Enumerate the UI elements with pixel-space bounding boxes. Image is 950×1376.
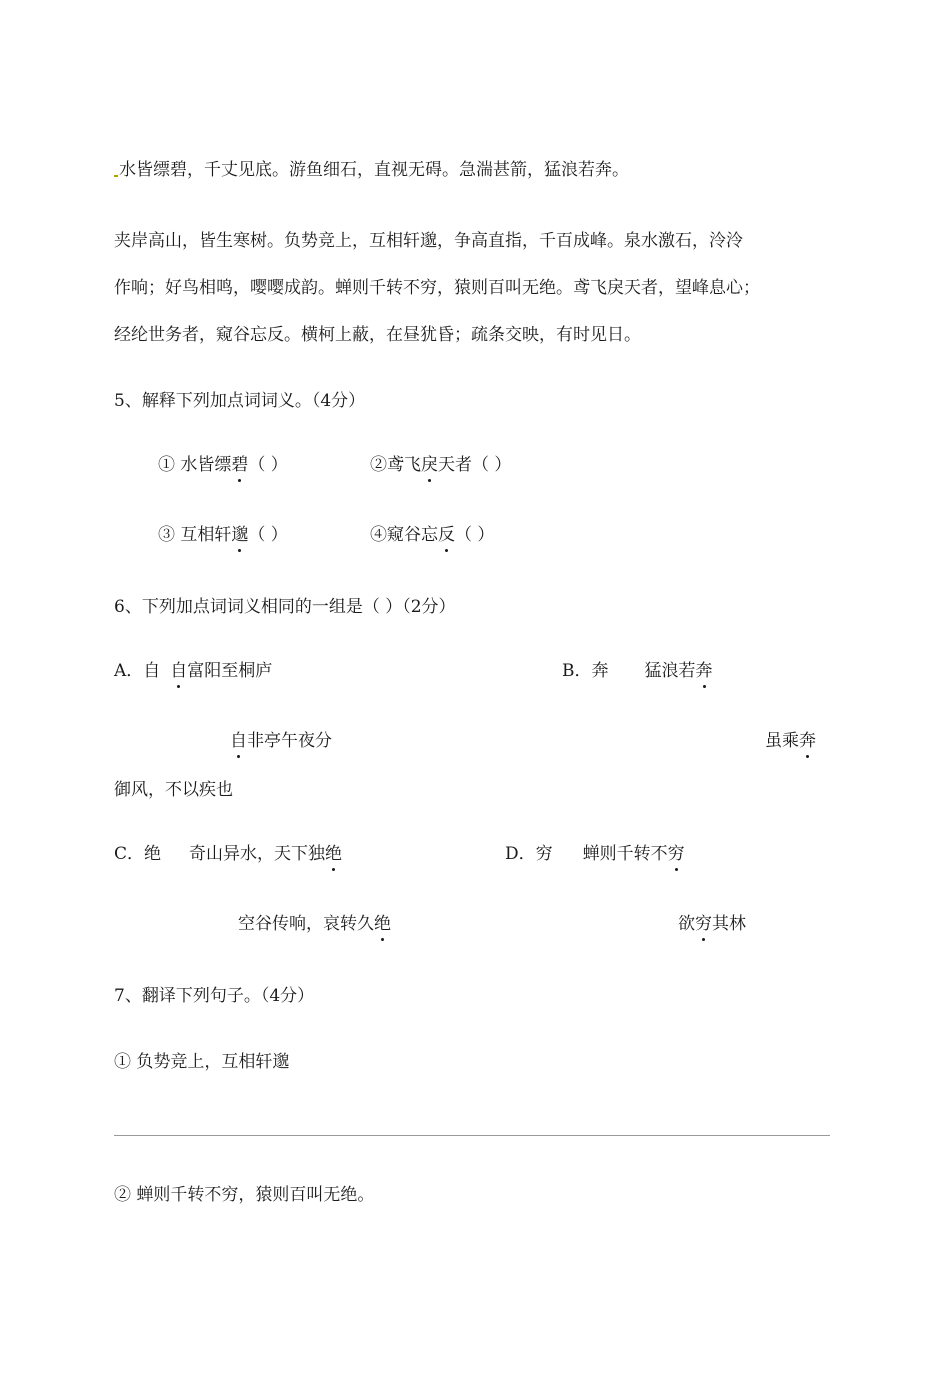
dotted-char: 绝 <box>325 844 343 864</box>
q6-option-b-2-cont: 御风，不以疾也 <box>114 780 233 800</box>
dotted-char: 戾 <box>421 455 438 475</box>
passage-line-1: 水皆缥碧，千丈见底。游鱼细石，直视无碍。急湍甚箭，猛浪若奔。 <box>119 160 629 180</box>
q6-option-a: A．自 自富阳至桐庐 <box>114 661 273 681</box>
dotted-char: 自 <box>230 731 247 751</box>
passage-line-4: 经纶世务者，窥谷忘反。横柯上蔽，在昼犹昏；疏条交映，有时见日。 <box>114 325 641 345</box>
passage-line-3: 作响；好鸟相鸣，嘤嘤成韵。蝉则千转不穷，猿则百叫无绝。鸢飞戾天者，望峰息心； <box>114 278 760 298</box>
q6-option-b: B．奔 猛浪若奔 <box>562 661 713 681</box>
q6-option-d-2: 欲穷其林 <box>678 914 746 934</box>
q5-item-4: ④窥谷忘反（ ） <box>370 525 495 545</box>
q5-item-1: ① 水皆缥碧（ ） <box>158 455 288 475</box>
q6-option-b-2: 虽乘奔 <box>765 731 816 751</box>
q5-item-2: ②鸢飞戾天者（ ） <box>370 455 512 475</box>
q6-option-a-2: 自非亭午夜分 <box>230 731 332 751</box>
answer-blank: （ ） <box>472 455 512 475</box>
answer-blank: （ ） <box>248 455 288 475</box>
q5-item-3: ③ 互相轩邈（ ） <box>158 525 288 545</box>
dotted-char: 奔 <box>695 661 713 681</box>
q7-sentence-2: ② 蝉则千转不穷，猿则百叫无绝。 <box>114 1185 375 1205</box>
q6-option-d: D．穷 蝉则千转不穷 <box>505 844 685 864</box>
dotted-char: 奔 <box>799 731 816 751</box>
dotted-char: 碧 <box>231 455 249 475</box>
q5-title: 5、解释下列加点词词义。（4分） <box>114 391 366 411</box>
dotted-char: 绝 <box>374 914 391 934</box>
passage-line-2: 夹岸高山，皆生寒树。负势竞上，互相轩邈，争高直指，千百成峰。泉水激石，泠泠 <box>114 231 743 251</box>
dotted-char: 穷 <box>695 914 712 934</box>
q6-option-c: C．绝 奇山异水，天下独绝 <box>114 844 343 864</box>
q6-option-c-2: 空谷传响，哀转久绝 <box>238 914 391 934</box>
corner-mark <box>114 175 118 177</box>
answer-line <box>114 1135 830 1136</box>
q7-title: 7、翻译下列句子。（4分） <box>114 986 315 1006</box>
answer-blank: （ ） <box>248 525 288 545</box>
dotted-char: 反 <box>438 525 455 545</box>
dotted-char: 邈 <box>231 525 249 545</box>
dotted-char: 自 <box>170 661 188 681</box>
q7-sentence-1: ① 负势竞上，互相轩邈 <box>114 1052 290 1072</box>
answer-blank: （ ） <box>455 525 495 545</box>
q6-title: 6、下列加点词词义相同的一组是（ ）（2分） <box>114 597 456 617</box>
dotted-char: 穷 <box>667 844 685 864</box>
